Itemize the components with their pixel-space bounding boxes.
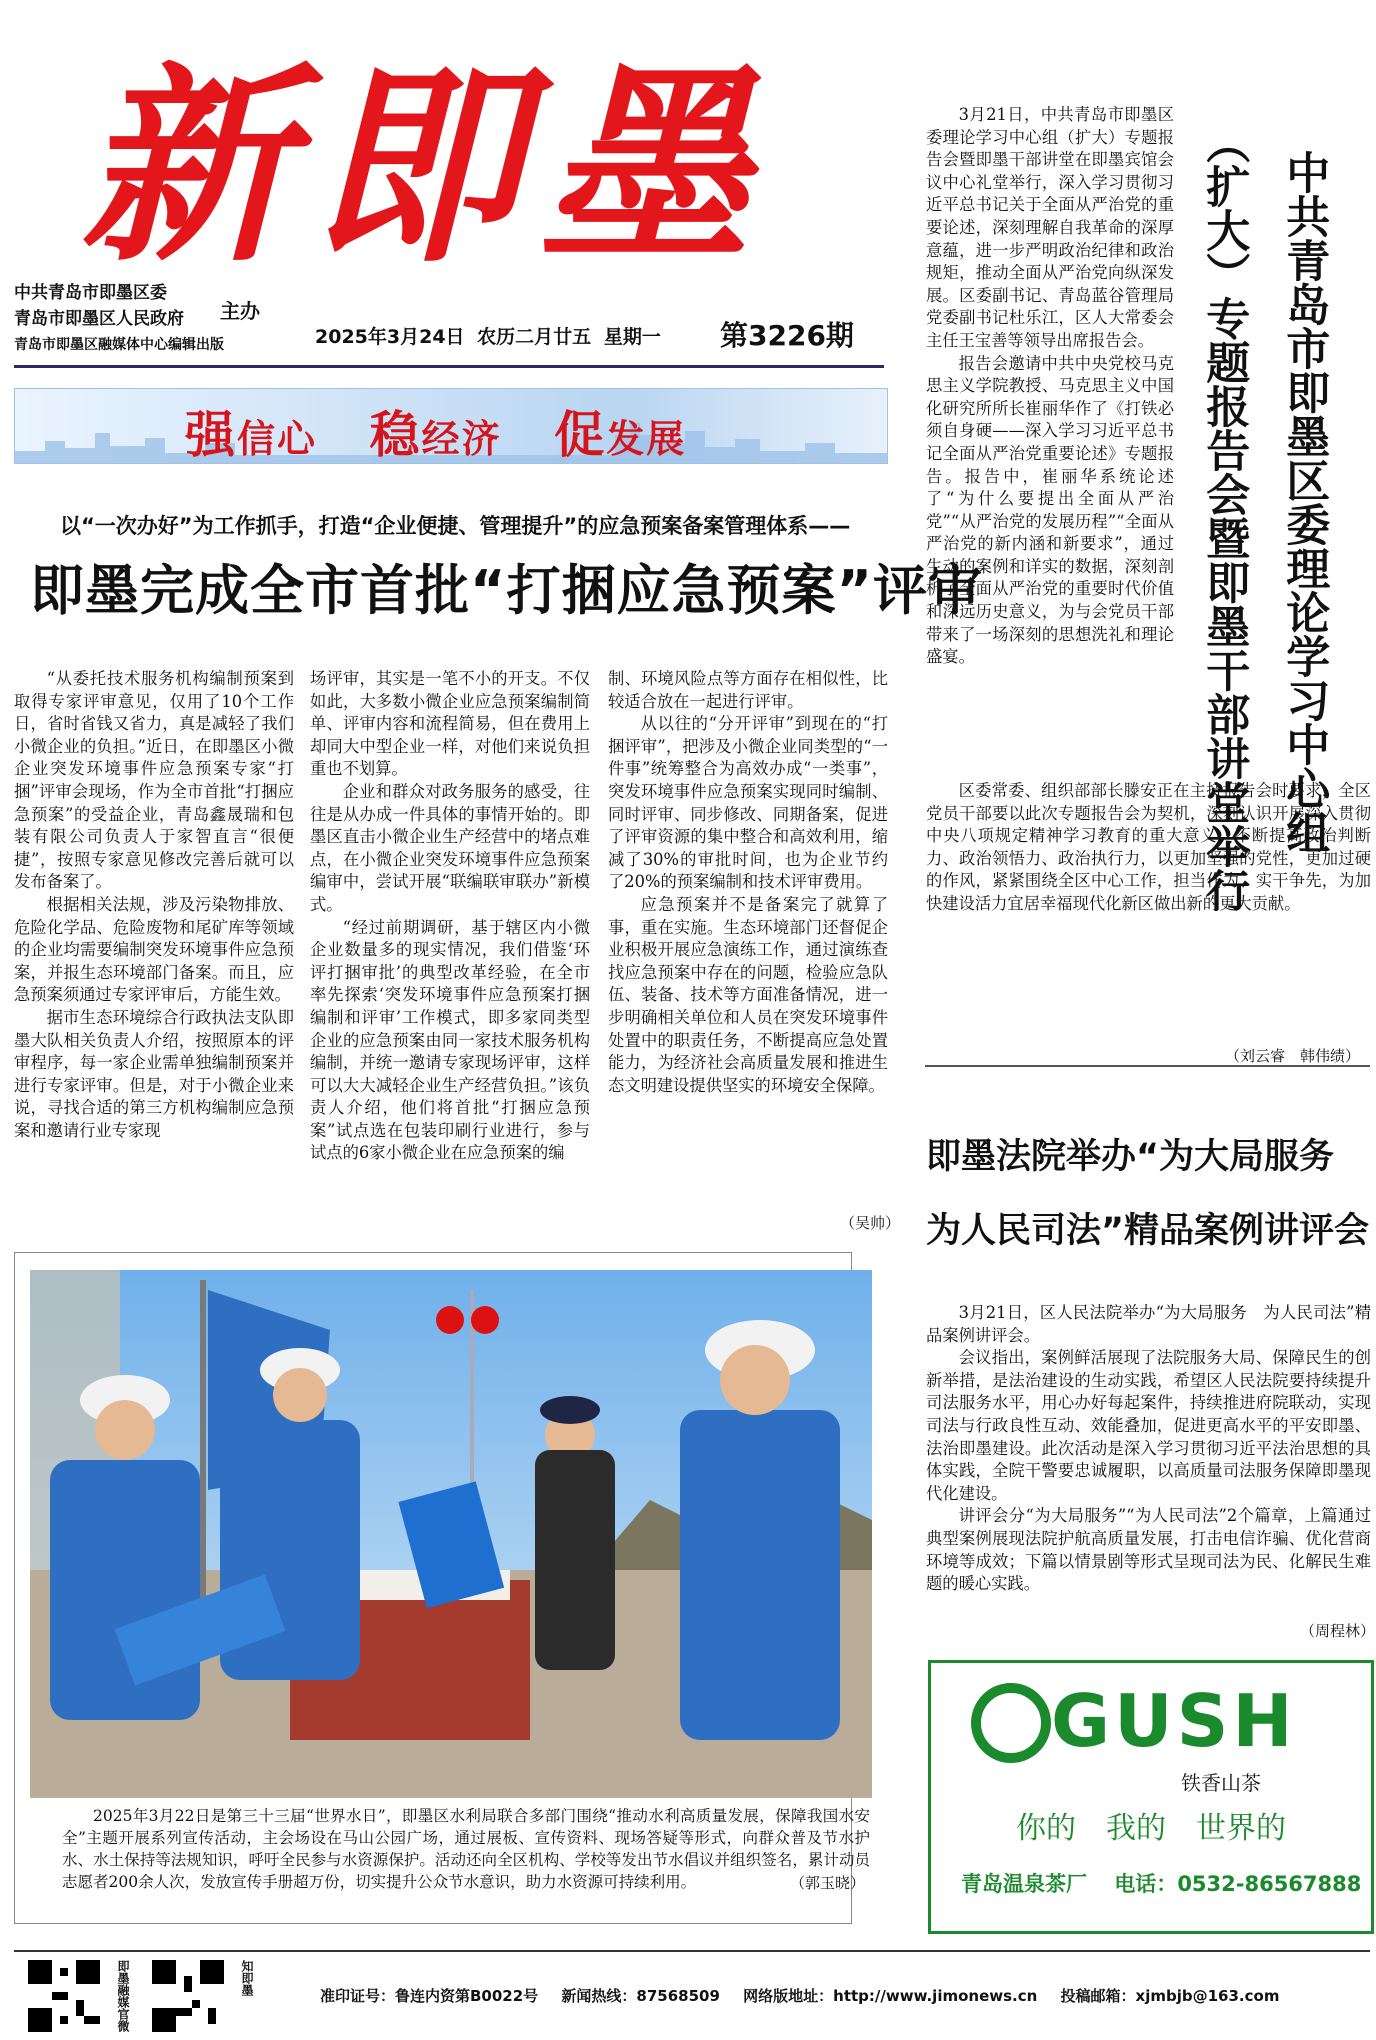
date: 2025年3月24日 [315, 326, 465, 348]
lead-paragraph: 制、环境风险点等方面存在相似性，比较适合放在一起进行评审。 [608, 669, 888, 711]
court-headline: 即墨法院举办“为大局服务 为人民司法”精品案例讲评会 [926, 1137, 1370, 1251]
slogan-text [185, 395, 722, 464]
side-column-lower [926, 780, 1371, 916]
lead-byline: （吴帅） [840, 1214, 901, 1232]
slogan-word-1: 信心 [237, 417, 318, 461]
lead-paragraph: “经过前期调研，基于辖区内小微企业数量多的现实情况，我们借鉴‘环评打捆审批’的典型改革经验，在全市率先探索‘突发环境事件应急预案打捆编制和评审’工作模式，即多家同类型企业的应急预案由同一家技术服务机构编制，并统一邀请专家现场评审，这样可以大大减轻企业生产经营负担。”该负责人介绍，他们将首批“打捆应急预案”试点选在包装印刷行业进行，参与试点的6家小微企业在应急预案的编 [310, 917, 590, 1163]
publisher-block [14, 280, 224, 358]
qr-code-icon[interactable] [28, 1960, 100, 2032]
publisher-line-3: 青岛市即墨区融媒体中心编辑出版 [14, 337, 224, 353]
side-byline: （刘云睿 韩伟绩） [1225, 1047, 1361, 1065]
submission-email[interactable]: 投稿邮箱：xjmbjb@163.com [1060, 1987, 1280, 2005]
masthead-logo-text: 新即墨 [80, 43, 770, 290]
slogan-char-3: 促 [554, 406, 607, 464]
lead-kicker: 以“一次办好”为工作抓手，打造“企业便捷、管理提升”的应急预案备案管理体系—— [60, 514, 851, 538]
ad-slogan: 你的 我的 世界的 [1016, 1811, 1286, 1846]
slogan-word-2: 经济 [421, 417, 502, 461]
court-byline: （周程林） [1300, 1622, 1376, 1640]
court-paragraph: 讲评会分“为大局服务”“为人民司法”2个篇章，上篇通过典型案例展现法院护航高质量发展，打击电信诈骗、优化营商环境等成效；下篇以情景剧等形式呈现司法为民、化解民生难题的暖心实践。 [926, 1506, 1371, 1594]
side-paragraph: 区委常委、组织部部长滕安正在主持报告会时要求，全区党员干部要以此次专题报告会为契机，深刻认识开展深入贯彻中央八项规定精神学习教育的重大意义，不断提高政治判断力、政治领悟力、政治执行力，以更加坚强的党性，更加过硬的作风，紧紧围绕全区中心工作，担当作为、实干争先，为加快建设活力宜居幸福现代化新区做出新的更大贡献。 [926, 781, 1371, 913]
publisher-line-1: 中共青岛市即墨区委 [14, 283, 167, 303]
weekday: 星期一 [603, 326, 661, 348]
lead-column-2 [310, 668, 590, 1165]
footer-info [320, 1985, 1279, 2006]
footer-rule [14, 1950, 1370, 1952]
slogan-banner [14, 388, 888, 464]
lead-paragraph: “从委托技术服务机构编制预案到取得专家评审意见，仅用了10个工作日，省时省钱又省力，真是减轻了我们小微企业的负担。”近日，在即墨区小微企业突发环境事件应急预案专家“打捆”评审会现场，作为全市首批“打捆应急预案”的受益企业，青岛鑫晟瑞和包装有限公司负责人于家智直言“很便捷”，按照专家意见修改完善后就可以发布备案了。 [14, 669, 294, 892]
host-label: 主办 [220, 299, 260, 323]
lead-paragraph: 场评审，其实是一笔不小的开支。不仅如此，大多数小微企业应急预案编制简单、评审内容和流程简易，但在费用上却同大中型企业一样，对他们来说负担重也不划算。 [310, 669, 590, 779]
qr-label-2: 知即墨 [240, 1960, 254, 1996]
masthead-logo [70, 30, 770, 290]
masthead-rule [14, 365, 884, 368]
lead-paragraph: 企业和群众对政务服务的感受，往往是从办成一件具体的事情开始的。即墨区直击小微企业生产经营中的堵点难点，在小微企业突发环境事件应急预案编审中，尝试开展“联编联审联办”新模式。 [310, 781, 590, 914]
photo-caption-text: 2025年3月22日是第三十三届“世界水日”，即墨区水利局联合多部门围绕“推动水利高质量发展，保障我国水安全”主题开展系列宣传活动，主会场设在马山公园广场，通过展板、宣传资料、现场答疑等形式，向群众普及节水护水、水土保持等法规知识，呼吁全民参与水资源保护。活动还向全区机构、学校等发出节水倡议并组织签名，累计动员志愿者200余人次，发放宣传手册超万份，切实提升公众节水意识，助力水资源可持续利用。 [62, 1807, 870, 1891]
lead-paragraph: 根据相关法规，涉及污染物排放、危险化学品、危险废物和尾矿库等领域的企业均需要编制突发环境事件应急预案，并报生态环境部门备案。而且，应急预案须通过专家评审后，方能生效。 [14, 894, 294, 1005]
side-headline-1: 中共青岛市即墨区委理论学习中心组 [1278, 150, 1330, 854]
slogan-word-3: 发展 [606, 417, 687, 461]
news-hotline: 新闻热线：87568509 [561, 1987, 720, 2005]
tea-advertisement [928, 1660, 1374, 1934]
photo-caption [62, 1805, 870, 1893]
ad-phone: 0532-86567888 [1177, 1872, 1362, 1896]
ad-phone-label: 电话： [1114, 1872, 1178, 1896]
lead-column-3 [608, 668, 888, 1097]
qr-label-1: 即墨融媒官微 [116, 1960, 130, 2032]
slogan-char-1: 强 [185, 406, 237, 464]
lunar-date: 农历二月廿五 [477, 326, 592, 348]
ad-brand: GUSH [1051, 1679, 1297, 1763]
court-paragraph: 3月21日，区人民法院举办“为大局服务 为人民司法”精品案例讲评会。 [926, 1303, 1371, 1345]
lead-paragraph: 从以往的“分开评审”到现在的“打捆评审”，把涉及小微企业同类型的“一件事”统筹整合为高效办成“一类事”，突发环境事件应急预案实现同时编制、同时评审、同步修改、同期备案，促进了评审资源的集中整合和高效利用，缩减了30%的审批时间，也为企业节约了20%的预案编制和技术评审费用。 [608, 714, 888, 892]
lead-headline: 即墨完成全市首批“打捆应急预案”评审 [30, 559, 983, 622]
slogan-char-2: 稳 [369, 406, 422, 464]
side-paragraph: 3月21日，中共青岛市即墨区委理论学习中心组（扩大）专题报告会暨即墨干部讲堂在即墨宾馆会议中心礼堂举行，深入学习贯彻习近平总书记关于全面从严治党的重要论述，深刻理解自我革命的深厚意蕴，进一步严明政治纪律和政治规矩，推动全面从严治党向纵深发展。区委副书记、青岛蓝谷管理局党委副书记杜乐江，区人大常委会主任王宝善等领导出席报告会。 [926, 105, 1174, 350]
side-headline-2: （扩大）专题报告会暨即墨干部讲堂举行 [1198, 120, 1250, 912]
qr-code-icon[interactable] [152, 1960, 224, 2032]
ad-brand-cn: 铁香山茶 [1181, 1771, 1261, 1795]
lead-paragraph: 据市生态环境综合行政执法支队即墨大队相关负责人介绍，按照原本的评审程序，每一家企业需单独编制预案并进行专家评审。但是，对于小微企业来说，寻找合适的第三方机构编制应急预案和邀请行业专家现 [14, 1007, 294, 1140]
license-number: 准印证号：鲁连内资第B0022号 [320, 1987, 539, 2005]
lead-paragraph: 应急预案并不是备案完了就算了事，重在实施。生态环境部门还督促企业积极开展应急演练工作，通过演练查找应急预案中存在的问题，检验应急队伍、装备、技术等方面准备情况，进一步明确相关单位和人员在突发环境事件处置中的职责任务，不断提高应急处置能力，为经济社会高质量发展和推进生态文明建设提供坚实的环境安全保障。 [608, 894, 888, 1095]
ad-company: 青岛温泉茶厂 [961, 1872, 1087, 1896]
news-photo [30, 1270, 872, 1798]
issue-number: 第3226期 [720, 319, 854, 352]
photo-byline: （郭玉晓） [790, 1874, 866, 1892]
lead-column-1 [14, 668, 294, 1142]
section-divider [925, 1065, 1370, 1067]
dateline [315, 322, 661, 349]
publisher-line-2: 青岛市即墨区人民政府 [14, 309, 184, 329]
court-paragraph: 会议指出，案例鲜活展现了法院服务大局、保障民生的创新举措，是法治建设的生动实践，希望区人民法院要持续提升司法服务水平，用心办好每起案件，持续推进府院联动，实现司法与行政良性互动、效能叠加，促进更高水平的平安即墨、法治即墨建设。此次活动是深入学习贯彻习近平法治思想的具体实践，全院干警要忠诚履职，以高质量司法服务保障即墨现代化建设。 [926, 1348, 1371, 1503]
court-column [926, 1302, 1371, 1596]
side-paragraph: 报告会邀请中共中央党校马克思主义学院教授、马克思主义中国化研究所所长崔丽华作了《打铁必须自身硬——深入学习习近平总书记全面从严治党重要论述》专题报告。报告中，崔丽华系统论述了“为什么要提出全面从严治党”“从严治党的发展历程”“全面从严治党的新内涵和新要求”，通过生动的案例和详实的数据，深刻剖析了全面从严治党的重要时代价值和深远历史意义，为与会党员干部带来了一场深刻的思想洗礼和理论盛宴。 [926, 353, 1174, 667]
side-column-upper [926, 104, 1174, 669]
ad-contact [961, 1868, 1361, 1898]
leaf-logo-icon [971, 1683, 1051, 1763]
website-link[interactable]: 网络版地址：http://www.jimonews.cn [743, 1987, 1038, 2005]
